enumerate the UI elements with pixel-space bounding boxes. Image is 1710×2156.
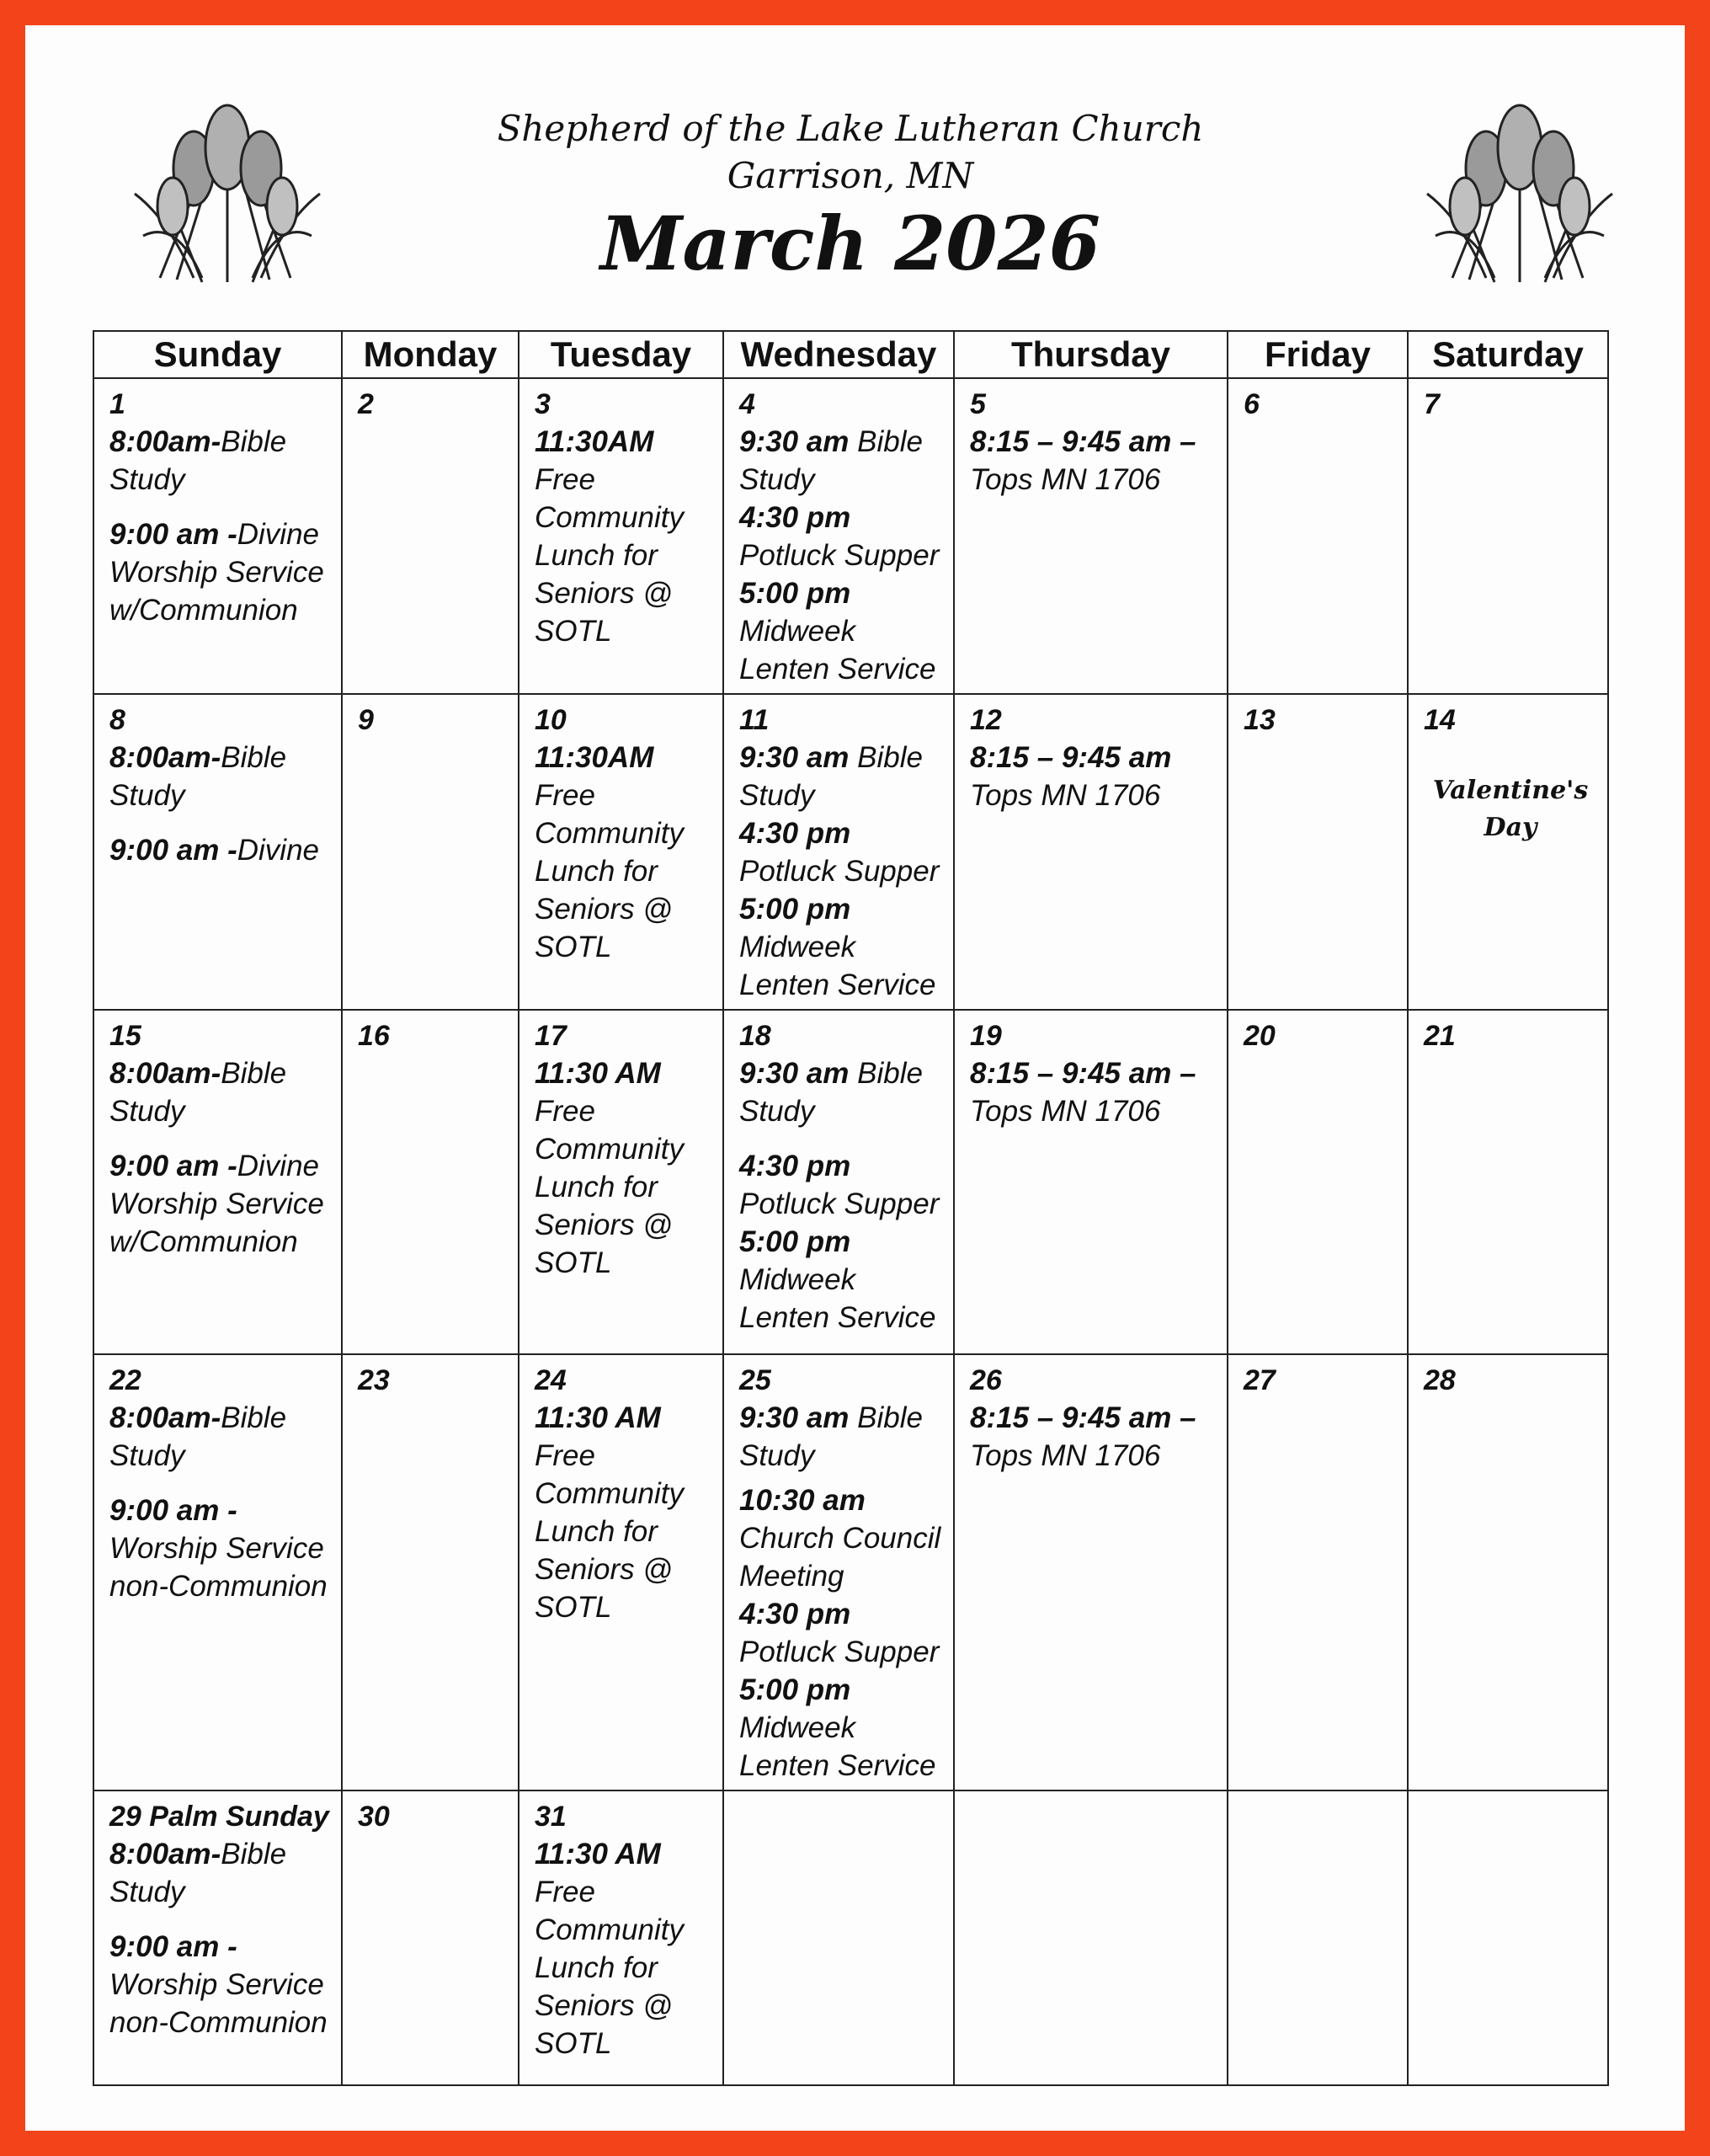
event-text: Free Community Lunch for Seniors @ SOTL <box>535 779 684 963</box>
weekday-header: Monday <box>342 331 519 378</box>
calendar-week-row <box>93 1790 1608 2085</box>
day-number: 8 <box>109 704 125 736</box>
event-text: non-Communion <box>109 2006 328 2039</box>
day-number: 9 <box>358 704 374 736</box>
event-text: Worship Service <box>109 1187 324 1220</box>
event-lenten-service <box>739 1223 943 1337</box>
event-bible-study <box>739 423 943 499</box>
day-cell <box>1228 1010 1408 1354</box>
event-worship <box>109 831 331 869</box>
day-cell <box>93 694 342 1010</box>
day-number: 10 <box>535 704 567 736</box>
day-cell <box>342 1790 519 2085</box>
event-bible-study <box>109 739 331 814</box>
day-number: 17 <box>535 1020 567 1052</box>
event-text: Bible Study <box>109 741 287 812</box>
event-time: 8:15 – 9:45 am – <box>970 1401 1196 1434</box>
event-potluck <box>739 814 943 890</box>
weekday-header: Tuesday <box>519 331 723 378</box>
day-number: 14 <box>1424 704 1456 736</box>
event-text: Tops MN 1706 <box>970 1095 1161 1128</box>
day-cell <box>93 1790 342 2085</box>
event-time: 9:00 am - <box>109 834 237 867</box>
day-cell <box>519 1790 723 2085</box>
event-text: Worship Service <box>109 1532 324 1565</box>
event-time: 9:00 am - <box>109 1150 237 1182</box>
day-cell <box>1408 1354 1608 1790</box>
day-number: 20 <box>1244 1020 1276 1052</box>
day-number: 18 <box>739 1020 771 1052</box>
calendar-header <box>429 105 1271 286</box>
event-time: 5:00 pm <box>739 577 851 610</box>
day-cell <box>93 378 342 694</box>
event-church-council <box>739 1481 943 1595</box>
event-text: Free Community Lunch for Seniors @ SOTL <box>535 1439 684 1624</box>
day-number: 22 <box>109 1364 141 1396</box>
calendar-page <box>25 25 1685 2131</box>
event-time: 11:30AM <box>535 425 654 458</box>
church-name: Shepherd of the Lake Lutheran Church <box>497 108 1204 149</box>
event-text: Bible Study <box>739 741 923 812</box>
event-potluck <box>739 1595 943 1671</box>
event-time: 5:00 pm <box>739 893 851 926</box>
day-number: 1 <box>109 388 125 420</box>
event-text: Potluck Supper <box>739 1187 940 1220</box>
weekday-header: Wednesday <box>723 331 954 378</box>
day-cell <box>1408 1790 1608 2085</box>
day-cell <box>519 1010 723 1354</box>
day-number: 6 <box>1244 388 1260 420</box>
day-cell <box>93 1010 342 1354</box>
event-worship <box>109 1492 331 1605</box>
day-number: 21 <box>1424 1020 1456 1052</box>
day-cell <box>1228 694 1408 1010</box>
calendar-week-row <box>93 1354 1608 1790</box>
day-cell <box>342 694 519 1010</box>
event-free-lunch <box>535 423 712 650</box>
event-time: 9:00 am - <box>109 518 237 551</box>
event-text: Midweek Lenten Service <box>739 1711 936 1782</box>
event-bible-study <box>739 739 943 814</box>
day-number: 25 <box>739 1364 771 1396</box>
event-text: Divine <box>237 1150 320 1182</box>
day-cell <box>723 1010 954 1354</box>
event-time: 9:00 am - <box>109 1930 237 1963</box>
event-time: 11:30 AM <box>535 1401 661 1434</box>
day-number: 2 <box>358 388 374 420</box>
event-text: Bible Study <box>109 425 287 496</box>
day-cell <box>342 1354 519 1790</box>
event-text: non-Communion <box>109 1570 328 1603</box>
day-cell <box>954 1354 1228 1790</box>
day-cell <box>723 378 954 694</box>
event-text: Divine <box>237 518 320 551</box>
event-time: 4:30 pm <box>739 817 851 850</box>
event-free-lunch <box>535 1054 712 1282</box>
day-cell <box>954 378 1228 694</box>
event-time: 9:30 am <box>739 741 850 774</box>
event-time: 8:15 – 9:45 am <box>970 741 1172 774</box>
event-time: 8:00am- <box>109 741 221 774</box>
day-cell <box>1408 1010 1608 1354</box>
day-number: 15 <box>109 1020 141 1052</box>
event-time: 8:00am- <box>109 1401 221 1434</box>
event-text: Midweek Lenten Service <box>739 1263 936 1334</box>
calendar-grid <box>93 330 1609 2086</box>
event-worship <box>109 1928 331 2041</box>
day-number: 31 <box>535 1801 567 1833</box>
event-text: Tops MN 1706 <box>970 779 1161 812</box>
day-cell <box>954 1790 1228 2085</box>
day-number: 30 <box>358 1801 390 1833</box>
event-tops <box>970 423 1217 499</box>
event-text: Free Community Lunch for Seniors @ SOTL <box>535 1095 684 1279</box>
weekday-header: Sunday <box>93 331 342 378</box>
event-text: w/Communion <box>109 594 298 627</box>
calendar-week-row <box>93 1010 1608 1354</box>
event-time: 9:30 am <box>739 425 850 458</box>
weekday-header: Friday <box>1228 331 1408 378</box>
day-cell <box>342 1010 519 1354</box>
event-free-lunch <box>535 739 712 966</box>
day-cell <box>93 1354 342 1790</box>
event-lenten-service <box>739 890 943 1004</box>
event-text: Worship Service <box>109 556 324 589</box>
day-number-value: 29 <box>109 1801 141 1833</box>
event-bible-study <box>739 1399 943 1475</box>
calendar-month-title: March 2026 <box>600 200 1100 287</box>
event-time: 4:30 pm <box>739 1150 851 1182</box>
event-text: Worship Service <box>109 1968 324 2001</box>
day-number: 4 <box>739 388 755 420</box>
day-number: 7 <box>1424 388 1440 420</box>
crocus-flower-icon <box>126 93 328 286</box>
event-tops <box>970 1399 1217 1475</box>
palm-sunday-label: Palm Sunday <box>149 1801 329 1833</box>
day-number: 26 <box>970 1364 1002 1396</box>
day-cell <box>1228 1790 1408 2085</box>
event-text: Bible Study <box>739 1401 923 1472</box>
event-bible-study <box>109 1835 331 1911</box>
event-bible-study <box>109 423 331 499</box>
weekday-header: Thursday <box>954 331 1228 378</box>
event-time: 11:30 AM <box>535 1838 661 1870</box>
day-cell <box>342 378 519 694</box>
day-number: 3 <box>535 388 551 420</box>
day-cell <box>723 694 954 1010</box>
event-worship <box>109 515 331 629</box>
event-time: 8:00am- <box>109 425 221 458</box>
event-text: Potluck Supper <box>739 1636 940 1668</box>
day-cell <box>954 1010 1228 1354</box>
day-number: 24 <box>535 1364 567 1396</box>
event-time: 5:00 pm <box>739 1673 851 1706</box>
day-number: 12 <box>970 704 1002 736</box>
day-cell <box>1408 694 1608 1010</box>
event-text: Church Council Meeting <box>739 1522 941 1593</box>
event-time: 9:00 am - <box>109 1494 237 1527</box>
event-lenten-service <box>739 574 943 688</box>
day-cell <box>1408 378 1608 694</box>
event-text: Potluck Supper <box>739 539 940 572</box>
event-time: 4:30 pm <box>739 501 851 534</box>
day-number: 16 <box>358 1020 390 1052</box>
event-time: 11:30AM <box>535 741 654 774</box>
event-time: 10:30 am <box>739 1484 866 1517</box>
event-time: 8:15 – 9:45 am – <box>970 1057 1196 1090</box>
event-text: Bible Study <box>109 1401 287 1472</box>
event-bible-study <box>739 1054 943 1130</box>
day-number: 5 <box>970 388 986 420</box>
event-time: 8:00am- <box>109 1838 221 1870</box>
event-time: 8:00am- <box>109 1057 221 1090</box>
event-text: w/Communion <box>109 1225 298 1258</box>
event-time: 8:15 – 9:45 am – <box>970 425 1196 458</box>
event-time: 5:00 pm <box>739 1225 851 1258</box>
event-time: 4:30 pm <box>739 1598 851 1630</box>
event-text: Tops MN 1706 <box>970 1439 1161 1472</box>
crocus-flower-icon <box>1419 93 1621 286</box>
event-text: Divine <box>237 834 320 867</box>
day-cell <box>1228 1354 1408 1790</box>
day-number: 19 <box>970 1020 1002 1052</box>
calendar-week-row <box>93 694 1608 1010</box>
event-free-lunch <box>535 1835 712 2063</box>
day-number: 28 <box>1424 1364 1456 1396</box>
weekday-header: Saturday <box>1408 331 1608 378</box>
event-lenten-service <box>739 1671 943 1785</box>
event-time: 9:30 am <box>739 1057 850 1090</box>
day-number <box>109 1798 331 1835</box>
event-text: Bible Study <box>739 1057 923 1128</box>
event-bible-study <box>109 1054 331 1130</box>
day-number: 27 <box>1244 1364 1276 1396</box>
weekday-header-row <box>93 331 1608 378</box>
event-tops <box>970 1054 1217 1130</box>
event-text: Midweek Lenten Service <box>739 931 936 1001</box>
event-text: Bible Study <box>109 1057 287 1128</box>
event-text: Bible Study <box>739 425 923 496</box>
day-cell <box>723 1790 954 2085</box>
day-cell <box>954 694 1228 1010</box>
event-text: Midweek Lenten Service <box>739 615 936 686</box>
day-cell <box>1228 378 1408 694</box>
event-text: Potluck Supper <box>739 855 940 888</box>
event-tops <box>970 739 1217 814</box>
event-text: Free Community Lunch for Seniors @ SOTL <box>535 1876 684 2060</box>
day-number: 11 <box>739 704 770 736</box>
day-cell <box>519 1354 723 1790</box>
valentines-day-label: Valentine's Day <box>1432 776 1589 842</box>
event-time: 11:30 AM <box>535 1057 661 1090</box>
day-number: 13 <box>1244 704 1276 736</box>
day-cell <box>723 1354 954 1790</box>
event-text: Free Community Lunch for Seniors @ SOTL <box>535 463 684 648</box>
event-potluck <box>739 1147 943 1223</box>
event-text: Tops MN 1706 <box>970 463 1161 496</box>
event-free-lunch <box>535 1399 712 1626</box>
event-text: Bible Study <box>109 1838 287 1908</box>
event-worship <box>109 1147 331 1261</box>
day-cell <box>519 694 723 1010</box>
event-time: 9:30 am <box>739 1401 850 1434</box>
day-number: 23 <box>358 1364 390 1396</box>
church-location: Garrison, MN <box>727 155 974 196</box>
calendar-week-row <box>93 378 1608 694</box>
day-cell <box>519 378 723 694</box>
event-bible-study <box>109 1399 331 1475</box>
event-potluck <box>739 499 943 574</box>
